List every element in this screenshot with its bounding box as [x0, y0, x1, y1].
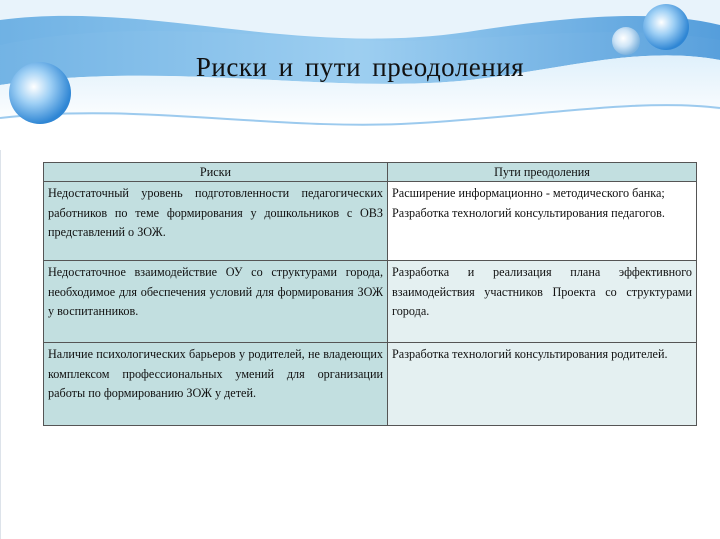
solution-line: Разработка технологий консультирования родителей.: [392, 347, 668, 361]
column-header-solutions: Пути преодоления: [388, 163, 697, 182]
risk-cell: Недостаточный уровень подготовленности педагогических работников по теме формирования у дошкольников с ОВЗ представлений о ЗОЖ.: [44, 182, 388, 261]
risk-cell: Наличие психологических барьеров у родителей, не владеющих комплексом профессиональных умений для организации работы по формированию ЗОЖ у детей.: [44, 343, 388, 426]
solution-cell: [388, 261, 697, 343]
solution-line: Расширение информационно - методического банка;: [392, 186, 665, 200]
risk-cell: Недостаточное взаимодействие ОУ со структурами города, необходимое для обеспечения условий для формирования ЗОЖ у воспитанников.: [44, 261, 388, 343]
table-row: [44, 182, 697, 261]
solution-cell: [388, 182, 697, 261]
bubble-decoration: [643, 4, 689, 50]
risks-table: [43, 162, 697, 426]
slide-title: Риски и пути преодоления: [195, 52, 525, 82]
table-header-row: [44, 163, 697, 182]
solution-line: Разработка технологий консультирования педагогов.: [392, 205, 665, 220]
solution-line: Разработка и реализация плана эффективного взаимодействия участников Проекта со структурами города.: [392, 265, 692, 318]
bubble-decoration: [612, 27, 640, 55]
page-edge: [0, 150, 1, 539]
solution-cell: [388, 343, 697, 426]
table-row: [44, 343, 697, 426]
column-header-risks: Риски: [44, 163, 388, 182]
table-row: [44, 261, 697, 343]
